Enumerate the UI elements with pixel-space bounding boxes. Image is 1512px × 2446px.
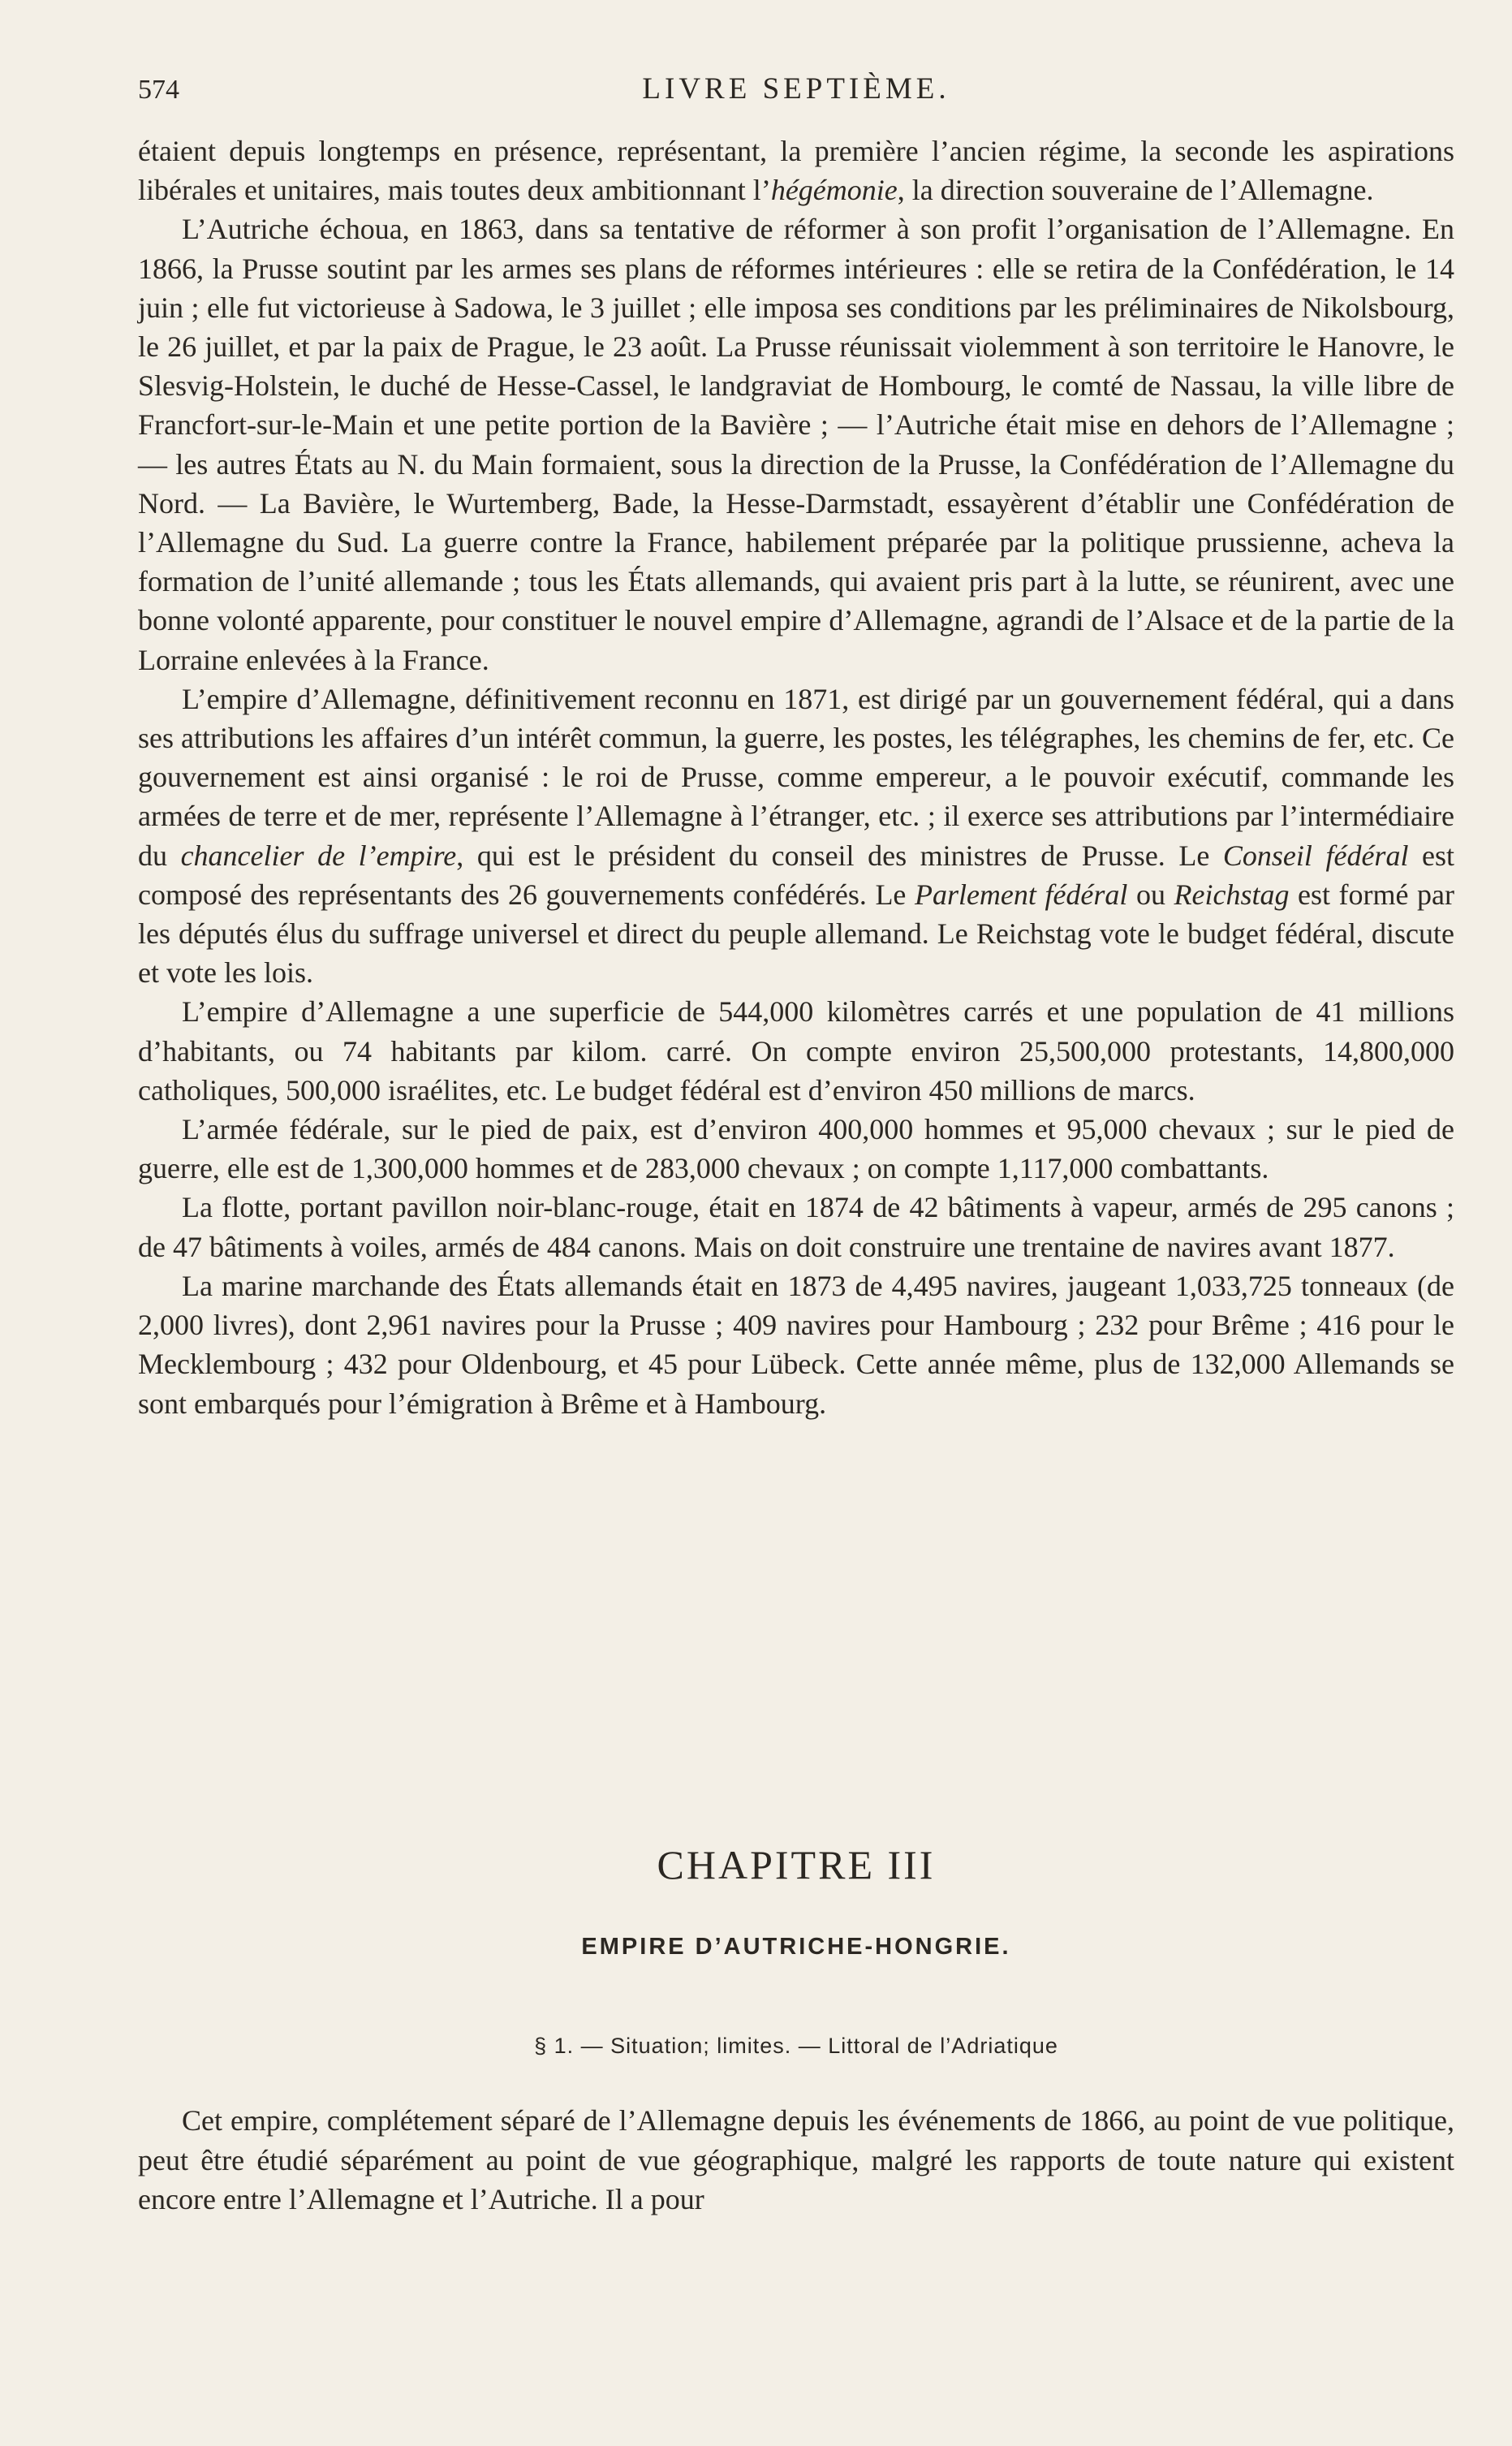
paragraph-1: étaient depuis longtemps en présence, représentant, la première l’ancien régime, la seconde les aspirations libérales et unitaires, mais toutes deux ambitionnant l’hégémonie, la direction souveraine de l’Allemagne. xyxy=(138,135,1454,207)
chapter-subtitle: EMPIRE D’AUTRICHE-HONGRIE. xyxy=(581,1934,1011,1960)
italic-term: chancelier de l’empire xyxy=(180,839,457,872)
paragraph-6: La flotte, portant pavillon noir-blanc-rouge, était en 1874 de 42 bâtiments à vapeur, armés de 295 canons ; de 47 bâtiments à voiles, armés de 484 canons. Mais on doit construire une trentaine de navires avant 1877. xyxy=(138,1191,1454,1263)
section-heading: § 1. — Situation; limites. — Littoral de l’Adriatique xyxy=(534,2034,1058,2058)
page-number: 574 xyxy=(138,75,179,105)
running-title: LIVRE SEPTIÈME. xyxy=(642,72,950,106)
chapter-paragraph-1: Cet empire, complétement séparé de l’Allemagne depuis les événements de 1866, au point de vue politique, peut être étudié séparément au point de vue géographique, malgré les rapports de toute nature qui existent encore entre l’Allemagne et l’Autriche. Il a pour xyxy=(138,2104,1454,2215)
paragraph-4: L’empire d’Allemagne a une superficie de 544,000 kilomètres carrés et une population de 41 millions d’habitants, ou 74 habitants par kilom. carré. On compte environ 25,500,000 protestants, 14,800,000 catholiques, 500,000 israélites, etc. Le budget fédéral est d’environ 450 millions de marcs. xyxy=(138,995,1454,1107)
paragraph-5: L’armée fédérale, sur le pied de paix, est d’environ 400,000 hommes et 95,000 chevaux ; sur le pied de guerre, elle est de 1,300,000 hommes et de 283,000 chevaux ; on compte 1,117,000 combattants. xyxy=(138,1113,1454,1185)
paragraph-3: L’empire d’Allemagne, définitivement reconnu en 1871, est dirigé par un gouvernement fédéral, qui a dans ses attributions les affaires d’un intérêt commun, la guerre, les postes, les télégraphes, les chemins de fer, etc. Ce gouvernement est ainsi organisé : le roi de Prusse, comme empereur, a le pouvoir exécutif, commande les armées de terre et de mer, représente l’Allemagne à l’étranger, etc. ; il exerce ses attributions par l’intermédiaire du chancelier de l’empire, qui est le président du conseil des ministres de Prusse. Le Conseil fédéral est composé des représentants des 26 gouvernements confédérés. Le Parlement fédéral ou Reichstag est formé par les députés élus du suffrage universel et direct du peuple allemand. Le Reichstag vote le budget fédéral, discute et vote les lois. xyxy=(138,682,1455,990)
chapter-text xyxy=(138,2101,1454,2220)
paragraph-7: La marine marchande des États allemands était en 1873 de 4,495 navires, jaugeant 1,033,725 tonneaux (de 2,000 livres), dont 2,961 navires pour la Prusse ; 409 navires pour Hambourg ; 232 pour Brême ; 416 pour le Mecklembourg ; 432 pour Oldenbourg, et 45 pour Lübeck. Cette année même, plus de 132,000 Allemands se sont embarqués pour l’émigration à Brême et à Hambourg. xyxy=(138,1269,1454,1420)
italic-term: hégémonie xyxy=(770,174,898,207)
italic-term: Reichstag xyxy=(1174,878,1290,911)
italic-term: Conseil fédéral xyxy=(1222,839,1409,872)
body-text xyxy=(138,132,1454,1423)
page-header xyxy=(138,67,1454,115)
italic-term: Parlement fédéral xyxy=(914,878,1128,911)
paragraph-2: L’Autriche échoua, en 1863, dans sa tentative de réformer à son profit l’organisation de l’Allemagne. En 1866, la Prusse soutint par les armes ses plans de réformes intérieures : elle se retira de la Confédération, le 14 juin ; elle fut victorieuse à Sadowa, le 3 juillet ; elle imposa ses conditions par les préliminaires de Nikolsbourg, le 26 juillet, et par la paix de Prague, le 23 août. La Prusse réunissait violemment à son territoire le Hanovre, le Slesvig-Holstein, le duché de Hesse-Cassel, le landgraviat de Hombourg, le comté de Nassau, la ville libre de Francfort-sur-le-Main et une petite portion de la Bavière ; — l’Autriche était mise en dehors de l’Allemagne ; — les autres États au N. du Main formaient, sous la direction de la Prusse, la Confédération de l’Allemagne du Nord. — La Bavière, le Wurtemberg, Bade, la Hesse-Darmstadt, essayèrent d’établir une Confédération de l’Allemagne du Sud. La guerre contre la France, habilement préparée par la politique prussienne, acheva la formation de l’unité allemande ; tous les États allemands, qui avaient pris part à la lutte, se réunirent, avec une bonne volonté apparente, pour constituer le nouvel empire d’Allemagne, agrandi de l’Alsace et de la partie de la Lorraine enlevées à la France. xyxy=(138,213,1454,676)
chapter-title: CHAPITRE III xyxy=(657,1842,936,1887)
